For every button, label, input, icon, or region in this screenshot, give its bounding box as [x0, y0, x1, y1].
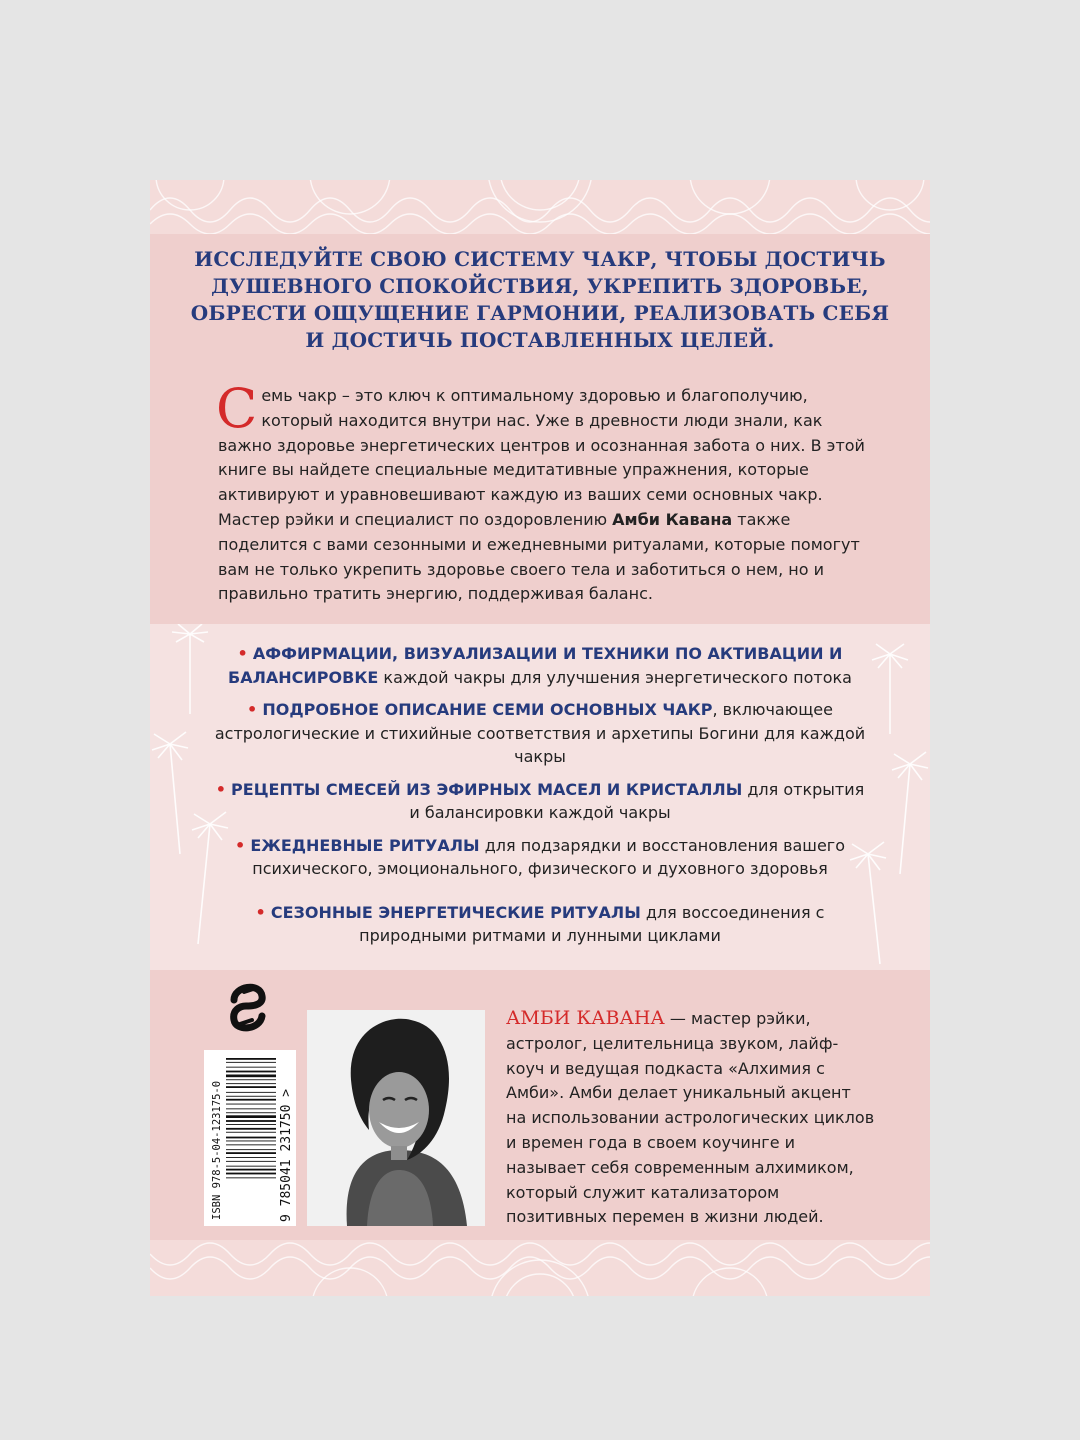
feature-item — [210, 901, 870, 948]
cover-headline: ИССЛЕДУЙТЕ СВОЮ СИСТЕМУ ЧАКР, ЧТОБЫ ДОСТИЧЬ ДУШЕВНОГО СПОКОЙСТВИЯ, УКРЕПИТЬ ЗДОРОВЬЕ, ОБРЕСТИ ОЩУЩЕНИЕ ГАРМОНИИ, РЕАЛИЗОВАТЬ СЕБЯ И ДОСТИЧЬ ПОСТАВЛЕННЫХ ЦЕЛЕЙ. — [190, 247, 890, 352]
barcode-bar — [226, 1132, 276, 1133]
bullet: • — [237, 644, 248, 663]
bullet: • — [215, 779, 226, 799]
feature-text: для подзарядки и восстановления вашего психического, эмоционального, физического и духовного здоровья — [252, 835, 845, 878]
barcode-bar — [226, 1128, 276, 1130]
barcode-bar — [226, 1124, 276, 1125]
eksmo-s-logo-icon — [226, 978, 270, 1034]
barcode-bar — [226, 1177, 276, 1178]
barcode-bar — [226, 1083, 276, 1084]
barcode-bar — [226, 1157, 276, 1158]
intro-text-after: также поделится с вами сезонными и ежедневными ритуалами, которые помогут вам не только укрепить здоровье своего тела и заботиться о нем, но и правильно тратить энергию, поддерживая баланс. — [218, 509, 860, 604]
feature-item — [210, 834, 870, 881]
barcode-digits: 9 785041 231750 > — [279, 1088, 294, 1222]
feature-title: РЕЦЕПТЫ СМЕСЕЙ ИЗ ЭФИРНЫХ МАСЕЛ И КРИСТАЛЛЫ — [231, 779, 743, 799]
barcode-bar — [226, 1149, 276, 1150]
barcode-bar — [226, 1099, 276, 1101]
mandala-ornament-icon — [150, 1240, 930, 1296]
barcode-bar — [226, 1071, 276, 1073]
barcode-bar — [226, 1075, 276, 1078]
barcode-bar — [226, 1108, 276, 1109]
bio-text: — мастер рэйки, астролог, целительница звуком, лайф-коуч и ведущая подкаста «Алхимия с Амби». Амби делает уникальный акцент на использовании астрологических циклов и времен года в своем коучинге и называет себя современным алхимиком, который служит катализатором позитивных перемен в жизни людей. — [506, 1009, 875, 1227]
feature-item — [210, 698, 870, 769]
top-ornament-band — [150, 180, 930, 234]
author-name-bold: Амби Кавана — [612, 509, 733, 529]
barcode-bar — [226, 1112, 276, 1113]
barcode-bar — [226, 1144, 276, 1145]
bottom-ornament-band — [150, 1240, 930, 1296]
feature-text: для воссоединения с природными ритмами и лунными циклами — [359, 902, 825, 945]
bio-author-name: АМБИ КАВАНА — [506, 1007, 665, 1029]
feature-title: СЕЗОННЫЕ ЭНЕРГЕТИЧЕСКИЕ РИТУАЛЫ — [270, 902, 641, 922]
barcode-bar — [226, 1086, 276, 1088]
feature-item — [210, 778, 870, 825]
features-list — [210, 642, 870, 957]
author-bio — [506, 1006, 876, 1230]
barcode-bar — [226, 1166, 276, 1167]
feature-text: каждой чакры для улучшения энергетического потока — [378, 667, 852, 687]
barcode-bar — [226, 1152, 276, 1154]
isbn-label: ISBN 978-5-04-123175-0 — [211, 1080, 223, 1220]
isbn-barcode — [204, 1050, 296, 1226]
book-back-cover — [150, 180, 930, 1296]
barcode-bar — [226, 1079, 276, 1080]
feature-title: ПОДРОБНОЕ ОПИСАНИЕ СЕМИ ОСНОВНЫХ ЧАКР — [262, 700, 713, 719]
author-photo — [307, 1010, 485, 1226]
barcode-bar — [226, 1067, 276, 1068]
intro-text-before: емь чакр – это ключ к оптимальному здоровью и благополучию, который находится внутри нас. Уже в древности люди знали, как важно здоровье энергетических центров и осознанная забота о них. В этой книге вы найдете специальные медитативные упражнения, которые активируют и уравновешивают каждую из ваших семи основных чакр. Мастер рэйки и специалист по оздоровлению — [218, 386, 865, 529]
barcode-bar — [226, 1161, 276, 1162]
feature-title: ЕЖЕДНЕВНЫЕ РИТУАЛЫ — [250, 835, 480, 855]
drop-cap: С — [216, 377, 258, 440]
intro-paragraph — [216, 377, 868, 607]
barcode-bar — [226, 1058, 276, 1060]
feature-text: , включающее астрологические и стихийные соответствия и архетипы Богини для каждой чакры — [214, 700, 866, 766]
barcode-bar — [226, 1092, 276, 1093]
barcode-bar — [226, 1141, 276, 1142]
mandala-ornament-icon — [150, 180, 930, 234]
features-panel — [150, 624, 930, 970]
barcode-bar — [226, 1096, 276, 1097]
feature-item — [210, 642, 870, 689]
bullet: • — [247, 700, 258, 719]
feature-title: АФФИРМАЦИИ, ВИЗУАЛИЗАЦИИ И ТЕХНИКИ ПО АКТИВАЦИИ И БАЛАНСИРОВКЕ — [228, 644, 843, 687]
barcode-bar — [226, 1173, 276, 1175]
bullet: • — [235, 835, 246, 855]
barcode-bar — [226, 1062, 276, 1063]
bullet: • — [255, 902, 266, 922]
barcode-bar — [226, 1169, 276, 1171]
barcode-bar — [226, 1104, 276, 1105]
barcode-bar — [226, 1137, 276, 1139]
barcode-bar — [226, 1120, 276, 1122]
barcode-bar — [226, 1115, 276, 1118]
feature-text: для открытия и балансировки каждой чакры — [409, 779, 865, 822]
